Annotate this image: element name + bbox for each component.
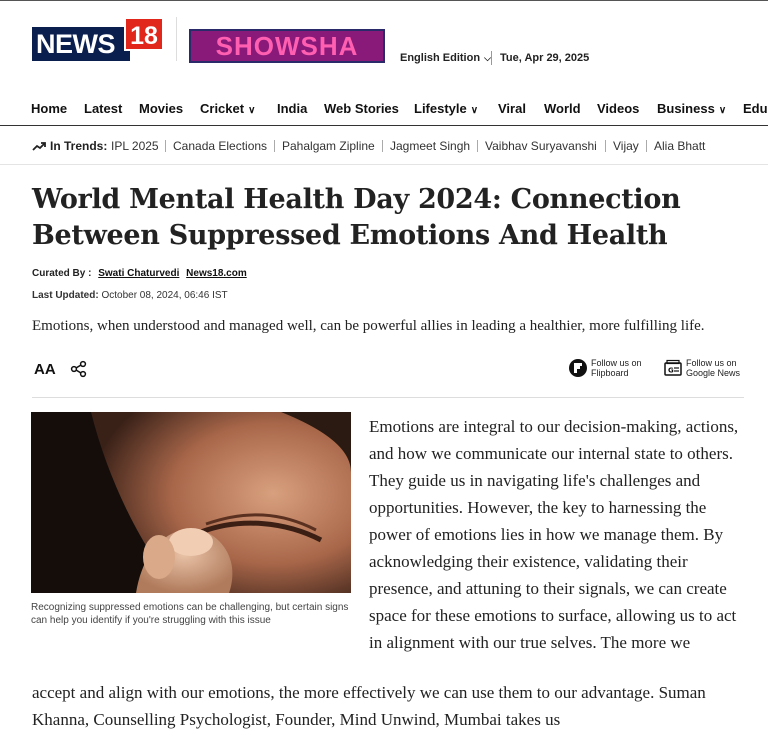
byline bbox=[32, 268, 247, 279]
svg-text:G: G bbox=[668, 366, 674, 375]
chevron-down-icon: ⌵ bbox=[484, 52, 491, 63]
last-updated-value: October 08, 2024, 06:46 IST bbox=[101, 290, 228, 301]
article-paragraph: Emotions are integral to our decision-making, actions, and how we communicate our internal state to others. They guide us in navigating life's challenges and opportunities. However, the key to harnessing the power of emotions lies in how we manage them. By acknowledging their existence, validating their presence, and attuning to their signals, we can create space for these emotions to surface, allowing us to act in alignment with our true selves. The more we bbox=[369, 417, 739, 652]
trends-label: In Trends: bbox=[50, 139, 108, 153]
flipboard-icon bbox=[569, 359, 587, 377]
nav-label: Edu bbox=[743, 101, 768, 116]
curated-by-label: Curated By : bbox=[32, 268, 92, 279]
article-tools bbox=[32, 358, 744, 398]
nav-label: Business bbox=[657, 101, 715, 116]
nav-item-world[interactable] bbox=[544, 101, 581, 116]
nav-item-movies[interactable] bbox=[139, 101, 183, 116]
trend-link[interactable]: Jagmeet Singh bbox=[390, 139, 471, 153]
nav-item-viral[interactable] bbox=[498, 101, 526, 116]
trend-link[interactable]: Pahalgam Zipline bbox=[282, 139, 375, 153]
nav-item-home[interactable] bbox=[31, 101, 67, 116]
chevron-down-icon: ∨ bbox=[470, 105, 479, 116]
nav-item-india[interactable] bbox=[277, 101, 307, 116]
trend-divider bbox=[382, 140, 383, 152]
trend-divider bbox=[646, 140, 647, 152]
nav-label: Web Stories bbox=[324, 101, 399, 116]
nav-item-edu[interactable] bbox=[743, 101, 768, 116]
follow-flipboard-button[interactable] bbox=[569, 358, 642, 378]
trends-heading bbox=[32, 139, 107, 153]
article-image bbox=[31, 412, 351, 593]
follow-flipboard-line2: Flipboard bbox=[591, 368, 629, 378]
trend-link[interactable]: Canada Elections bbox=[173, 139, 268, 153]
trend-link[interactable]: Alia Bhatt bbox=[654, 139, 706, 153]
news18-logo-word: NEWS bbox=[32, 27, 130, 61]
nav-item-business[interactable] bbox=[657, 101, 726, 116]
share-icon[interactable] bbox=[70, 360, 88, 378]
nav-label: Videos bbox=[597, 101, 640, 116]
author-link[interactable]: Swati Chaturvedi bbox=[98, 268, 180, 279]
nav-item-lifestyle[interactable] bbox=[414, 101, 478, 116]
trend-link[interactable]: IPL 2025 bbox=[111, 139, 159, 153]
nav-label: India bbox=[277, 101, 308, 116]
follow-google-line2: Google News bbox=[686, 368, 741, 378]
google-news-icon bbox=[664, 359, 682, 377]
news18-logo[interactable] bbox=[32, 17, 164, 63]
trend-divider bbox=[274, 140, 275, 152]
edition-label: English Edition bbox=[400, 52, 481, 64]
nav-label: Cricket bbox=[200, 101, 245, 116]
nav-label: World bbox=[544, 101, 581, 116]
source-link[interactable]: News18.com bbox=[186, 268, 247, 279]
article-title: World Mental Health Day 2024: Connection Between Suppressed Emotions And Health bbox=[32, 184, 681, 251]
nav-item-latest[interactable] bbox=[84, 101, 122, 116]
follow-google-line1: Follow us on bbox=[686, 358, 737, 368]
nav-label: Home bbox=[31, 101, 68, 116]
nav-item-cricket[interactable] bbox=[200, 101, 255, 116]
article-summary: Emotions, when understood and managed well, can be powerful allies in leading a healthier, more fulfilling life. bbox=[32, 318, 705, 334]
follow-google-news-button[interactable] bbox=[664, 358, 740, 378]
main-nav bbox=[0, 92, 768, 126]
logo-divider bbox=[176, 17, 177, 61]
font-size-button[interactable]: AA bbox=[34, 361, 56, 378]
current-date: Tue, Apr 29, 2025 bbox=[500, 52, 590, 64]
chevron-down-icon: ∨ bbox=[248, 105, 256, 116]
man-rubbing-eyes-photo bbox=[31, 412, 351, 593]
follow-flipboard-line1: Follow us on bbox=[591, 358, 642, 368]
trend-divider bbox=[477, 140, 478, 152]
nav-label: Latest bbox=[84, 101, 123, 116]
nav-label: Viral bbox=[498, 101, 526, 116]
showsha-logo[interactable]: SHOWSHA bbox=[189, 29, 385, 63]
nav-item-videos[interactable] bbox=[597, 101, 639, 116]
nav-label: Movies bbox=[139, 101, 184, 116]
trend-divider bbox=[165, 140, 166, 152]
article-paragraph-continued: accept and align with our emotions, the more effectively we can use them to our advantage. Suman Khanna, Counselling Psychologist, Founder, Mind Unwind, Mumbai takes us bbox=[32, 683, 706, 729]
edition-selector[interactable] bbox=[400, 52, 491, 64]
news18-logo-number: 18 bbox=[124, 17, 164, 51]
trends-bar bbox=[0, 127, 768, 165]
trending-icon bbox=[32, 141, 46, 151]
site-header bbox=[0, 0, 768, 92]
chevron-down-icon: ∨ bbox=[718, 105, 727, 116]
last-updated bbox=[32, 290, 228, 301]
edition-divider bbox=[491, 51, 492, 65]
trend-divider bbox=[605, 140, 606, 152]
trend-link[interactable]: Vijay bbox=[613, 139, 639, 153]
nav-item-web-stories[interactable] bbox=[324, 101, 399, 116]
last-updated-label: Last Updated: bbox=[32, 290, 99, 301]
nav-label: Lifestyle bbox=[414, 101, 467, 116]
image-caption: Recognizing suppressed emotions can be challenging, but certain signs can help you identify if you're struggling with this issue bbox=[31, 602, 349, 626]
trend-link[interactable]: Vaibhav Suryavanshi bbox=[485, 139, 597, 153]
